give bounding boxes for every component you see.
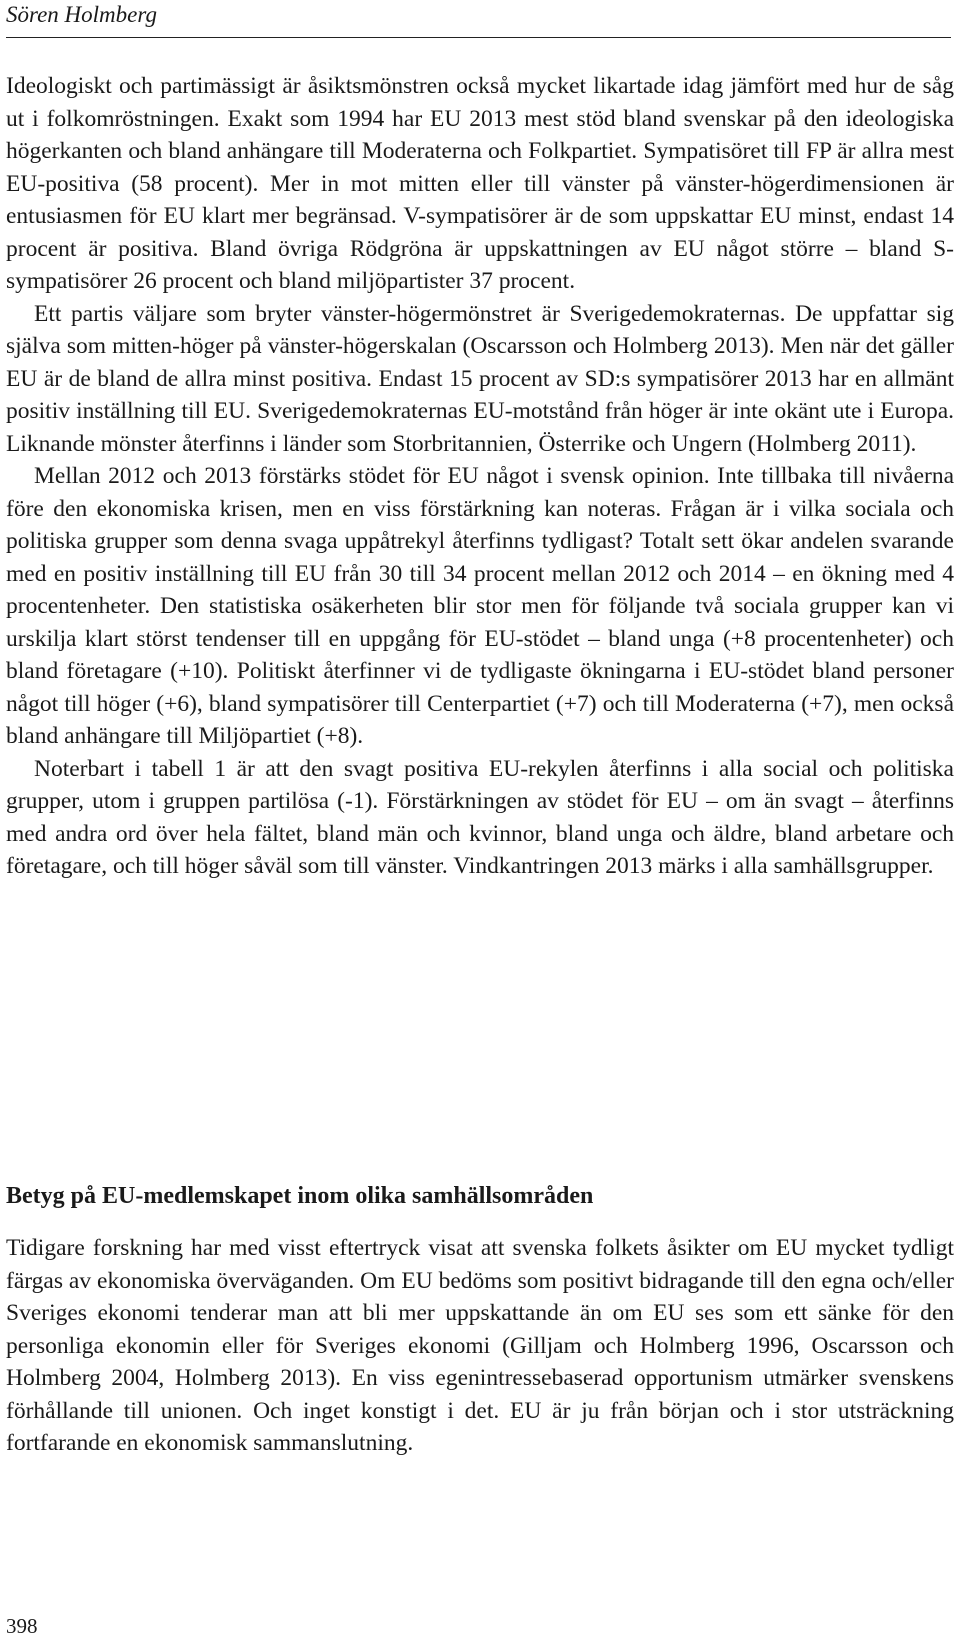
page-number: 398 [6, 1614, 38, 1638]
section-heading: Betyg på EU-medlemskapet inom olika samhällsområden [6, 1183, 594, 1209]
running-head: Sören Holmberg [6, 2, 157, 27]
header-rule [6, 37, 951, 38]
section-text [6, 1232, 954, 1460]
paragraph-1: Ideologiskt och partimässigt är åsiktsmönstren också mycket likartade idag jämfört med hur de såg ut i folkomröstningen. Exakt som 1994 har EU 2013 mest stöd bland svenskar på den ideologiska högerkanten och bland anhängare till Moderaterna och Folkpartiet. Sympatisöret till FP är allra mest EU-positiva (58 procent). Mer in mot mitten eller till vänster på vänster-högerdimensionen är entusiasmen för EU klart mer begränsad. V-sympatisörer är de som uppskattar EU minst, endast 14 procent är positiva. Bland övriga Rödgröna är uppskattningen av EU något större – bland S-sympatisörer 26 procent och bland miljöpartister 37 procent. [6, 73, 954, 294]
section-paragraph: Tidigare forskning har med visst eftertryck visat att svenska folkets åsikter om EU mycket tydligt färgas av ekonomiska överväganden. Om EU bedöms som positivt bidragande till den egna och/eller Sveriges ekonomi tenderar man att bli mer uppskattande än om EU ses som ett sänke för den personliga ekonomin eller för Sveriges ekonomi (Gilljam och Holmberg 1996, Oscarsson och Holmberg 2004, Holmberg 2013). En viss egenintressebaserad opportunism utmärker svenskens förhållande till unionen. Och inget konstigt i det. EU är ju från början och i stor utsträckning fortfarande en ekonomisk sammanslutning. [6, 1235, 954, 1456]
paragraph-4: Noterbart i tabell 1 är att den svagt positiva EU-rekylen återfinns i alla social och politiska grupper, utom i gruppen partilösa (-1). Förstärkningen av stödet för EU – om än svagt – återfinns med andra ord över hela fältet, bland män och kvinnor, bland unga och äldre, bland arbetare och företagare, och till höger såväl som till vänster. Vindkantringen 2013 märks i alla samhällsgrupper. [6, 755, 954, 879]
paragraph-3: Mellan 2012 och 2013 förstärks stödet för EU något i svensk opinion. Inte tillbaka till nivåerna före den ekonomiska krisen, men en viss förstärkning kan noteras. Frågan är i vilka sociala och politiska grupper som denna svaga uppåtrekyl återfinns tydligast? Totalt sett ökar andelen svarande med en positiv inställning till EU från 30 till 34 procent mellan 2012 och 2014 – en ökning med 4 procentenheter. Den statistiska osäkerheten blir stor men för följande två sociala grupper kan vi urskilja klart störst tendenser till en uppgång för EU-stödet – bland unga (+8 procentenheter) och bland företagare (+10). Politiskt återfinner vi de tydligaste ökningarna i EU-stödet bland personer något till höger (+6), bland sympatisörer till Centerpartiet (+7) och till Moderaterna (+7), men också bland anhängare till Miljöpartiet (+8). [6, 463, 954, 749]
paragraph-2: Ett partis väljare som bryter vänster-högermönstret är Sverigedemokraternas. De uppfattar sig själva som mitten-höger på vänster-högerskalan (Oscarsson och Holmberg 2013). Men när det gäller EU är de bland de allra minst positiva. Endast 15 procent av SD:s sympatisörer 2013 har en allmänt positiv inställning till EU. Sverigedemokraternas EU-motstånd från höger är inte okänt ute i Europa. Liknande mönster återfinns i länder som Storbritannien, Österrike och Ungern (Holmberg 2011). [6, 300, 954, 457]
body-text [6, 70, 954, 883]
